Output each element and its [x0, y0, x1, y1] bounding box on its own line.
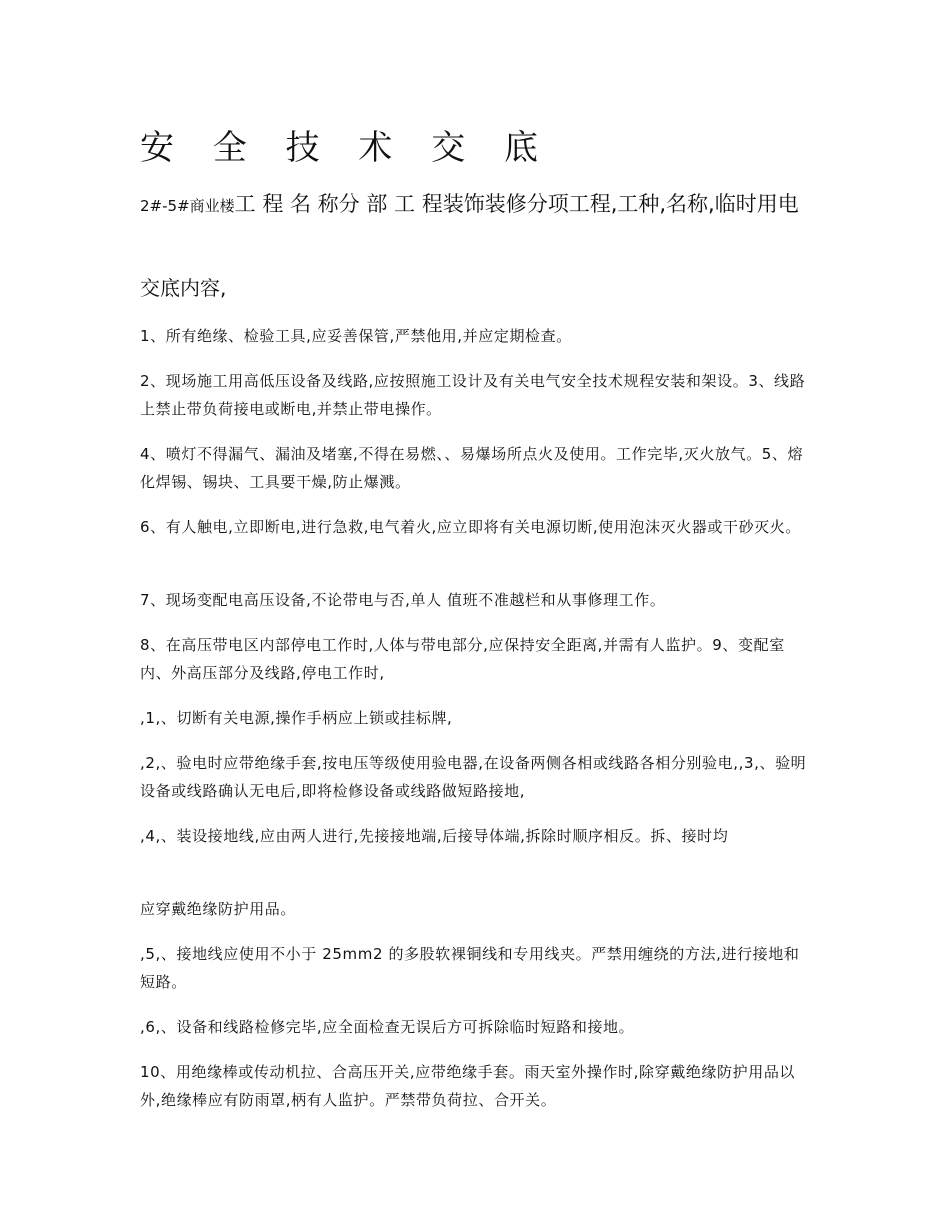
- paragraph: ,1,、切断有关电源,操作手柄应上锁或挂标牌,: [140, 709, 453, 727]
- paragraph: ,5,、接地线应使用不小于 25mm2 的多股软裸铜线和专用线夹。严禁用缠绕的方法,进行接地和短路。: [140, 945, 800, 991]
- project-building: 2#-5#商业楼: [140, 197, 235, 215]
- section-heading: 交底内容,: [140, 276, 227, 300]
- paragraph: 10、用绝缘棒或传动机拉、合高压开关,应带绝缘手套。雨天室外操作时,除穿戴绝缘防护用品以外,绝缘棒应有防雨罩,柄有人监护。严禁带负荷拉、合开关。: [140, 1063, 796, 1109]
- paragraph: 7、现场变配电高压设备,不论带电与否,单人 值班不准越栏和从事修理工作。: [140, 591, 666, 609]
- paragraph: 应穿戴绝缘防护用品。: [140, 900, 297, 918]
- project-info: [140, 190, 815, 220]
- paragraph: 8、在高压带电区内部停电工作时,人体与带电部分,应保持安全距离,并需有人监护。9、变配室内、外高压部分及线路,停电工作时,: [140, 636, 785, 682]
- project-details: 工 程 名 称分 部 工 程装饰装修分项工程,工种,名称,临时用电: [234, 192, 799, 216]
- paragraph: 2、现场施工用高低压设备及线路,应按照施工设计及有关电气安全技术规程安装和架设。3、线路上禁止带负荷接电或断电,并禁止带电操作。: [140, 372, 806, 418]
- paragraph: 4、喷灯不得漏气、漏油及堵塞,不得在易燃、、易爆场所点火及使用。工作完毕,灭火放气。5、熔化焊锡、锡块、工具要干燥,防止爆溅。: [140, 445, 804, 491]
- paragraph: ,4,、装设接地线,应由两人进行,先接接地端,后接导体端,拆除时顺序相反。拆、接时均: [140, 827, 729, 845]
- document-title: 安 全 技 术 交 底: [140, 128, 553, 168]
- paragraph: ,6,、设备和线路检修完毕,应全面检查无误后方可拆除临时短路和接地。: [140, 1018, 635, 1036]
- paragraph: 6、有人触电,立即断电,进行急救,电气着火,应立即将有关电源切断,使用泡沫灭火器或干砂灭火。: [140, 518, 801, 536]
- paragraph: ,2,、验电时应带绝缘手套,按电压等级使用验电器,在设备两侧各相或线路各相分别验电,,3,、验明设备或线路确认无电后,即将检修设备或线路做短路接地,: [140, 754, 807, 800]
- paragraph: 1、所有绝缘、检验工具,应妥善保管,严禁他用,并应定期检查。: [140, 327, 572, 345]
